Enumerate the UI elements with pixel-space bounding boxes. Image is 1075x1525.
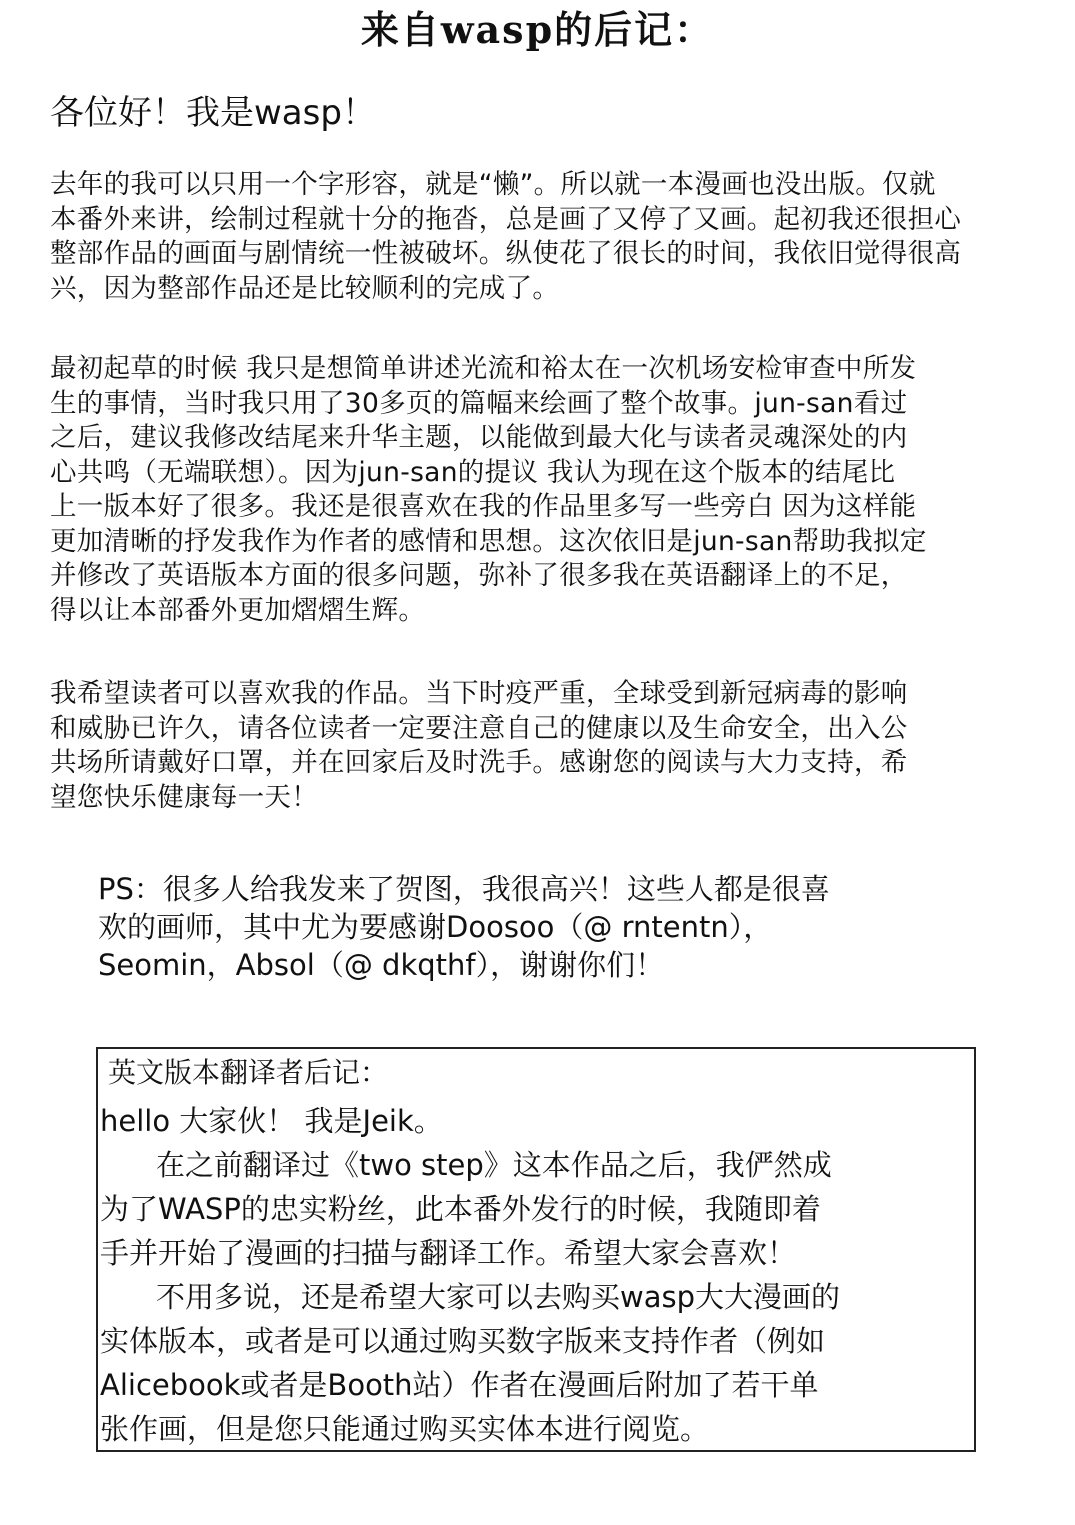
text-line: 心共鸣（无端联想）。因为jun-san的提议 我认为现在这个版本的结尾比 xyxy=(50,456,896,488)
text-line: 和威胁已许久，请各位读者一定要注意自己的健康以及生命安全，出入公 xyxy=(50,712,908,744)
text-line: Alicebook或者是Booth站）作者在漫画后附加了若干单 xyxy=(100,1368,819,1402)
text-line: 最初起草的时候 我只是想简单讲述光流和裕太在一次机场安检审查中所发 xyxy=(50,353,917,384)
text-line: PS：很多人给我发来了贺图，我很高兴！这些人都是很喜 xyxy=(98,872,830,906)
text-line: 整部作品的画面与剧情统一性被破坏。纵使花了很长的时间，我依旧觉得很高 xyxy=(50,238,962,269)
paragraph-2 xyxy=(50,352,1045,628)
text-line: 生的事情，当时我只用了30多页的篇幅来绘画了整个故事。jun-san看过 xyxy=(50,387,908,419)
text-line: 去年的我可以只用一个字形容，就是“懒”。所以就一本漫画也没出版。仅就 xyxy=(50,169,936,200)
text-line: 不用多说，还是希望大家可以去购买wasp大大漫画的 xyxy=(156,1280,841,1314)
text-line: 得以让本部番外更加熠熠生辉。 xyxy=(50,594,426,626)
translator-heading: 英文版本翻译者后记： xyxy=(108,1056,389,1089)
text-line: 上一版本好了很多。我还是很喜欢在我的作品里多写一些旁白 因为这样能 xyxy=(50,491,917,522)
text-line: 欢的画师，其中尤为要感谢Doosoo（@ rntentn）， xyxy=(98,910,773,944)
text-line: 共场所请戴好口罩，并在回家后及时洗手。感谢您的阅读与大力支持，希 xyxy=(50,747,908,778)
text-line: 兴，因为整部作品还是比较顺利的完成了。 xyxy=(50,272,560,304)
text-line: 为了WASP的忠实粉丝，此本番外发行的时候，我随即着 xyxy=(100,1192,821,1226)
text-line: 之后，建议我修改结尾来升华主题，以能做到最大化与读者灵魂深处的内 xyxy=(50,422,908,453)
page-title: 来自wasp的后记： xyxy=(360,7,715,52)
greeting: 各位好！我是wasp！ xyxy=(50,93,376,133)
ps-note xyxy=(98,870,998,984)
text-line: 望您快乐健康每一天！ xyxy=(50,781,318,813)
translator-body xyxy=(100,1099,972,1451)
paragraph-3 xyxy=(50,677,1045,815)
translator-afterword-box xyxy=(96,1047,976,1452)
text-line: 并修改了英语版本方面的很多问题，弥补了很多我在英语翻译上的不足， xyxy=(50,560,908,591)
text-line: Seomin，Absol（@ dkqthf），谢谢你们！ xyxy=(98,948,665,982)
text-line: 我希望读者可以喜欢我的作品。当下时疫严重，全球受到新冠病毒的影响 xyxy=(50,678,908,709)
paragraph-1 xyxy=(50,168,1045,306)
text-line: 本番外来讲，绘制过程就十分的拖沓，总是画了又停了又画。起初我还很担心 xyxy=(50,203,962,235)
text-line: 手并开始了漫画的扫描与翻译工作。希望大家会喜欢！ xyxy=(100,1236,797,1270)
text-line: 在之前翻译过《two step》这本作品之后，我俨然成 xyxy=(156,1148,832,1182)
text-line: 更加清晰的抒发我作为作者的感情和思想。这次依旧是jun-san帮助我拟定 xyxy=(50,525,927,557)
text-line: 张作画，但是您只能通过购买实体本进行阅览。 xyxy=(100,1412,710,1446)
text-line: 实体版本，或者是可以通过购买数字版来支持作者（例如 xyxy=(100,1324,826,1358)
text-line: hello 大家伙！ 我是Jeik。 xyxy=(100,1104,443,1138)
